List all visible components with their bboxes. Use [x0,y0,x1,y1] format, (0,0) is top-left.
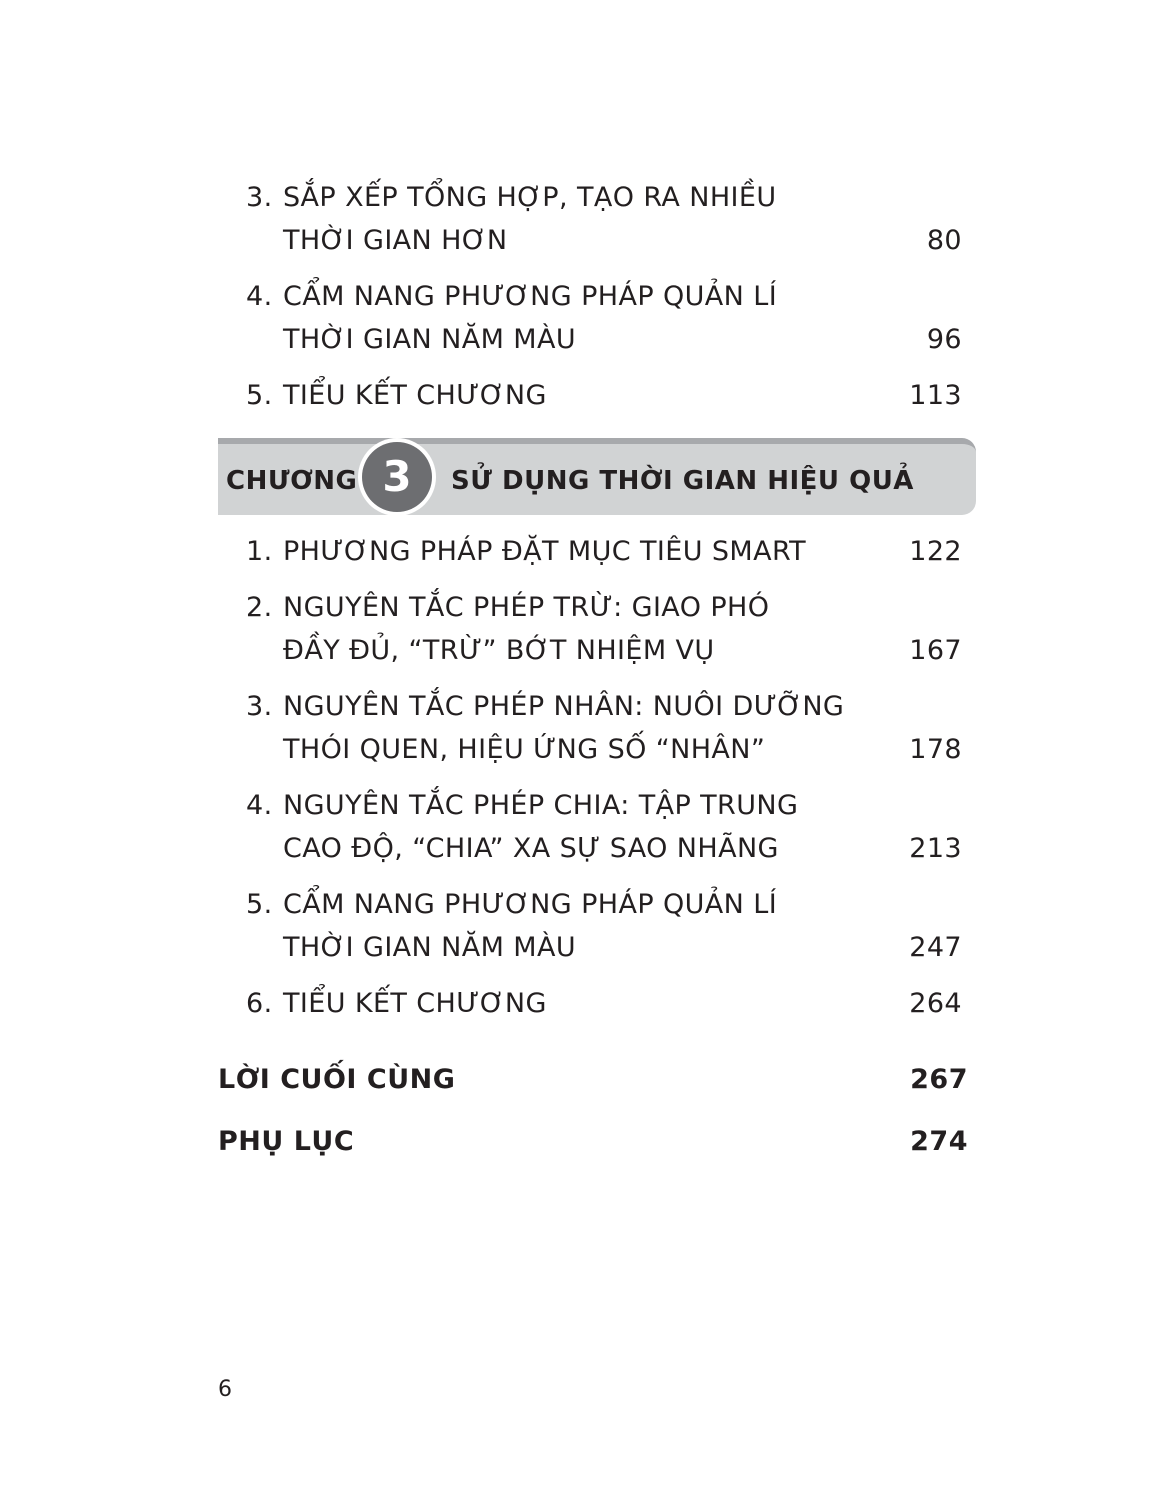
section-page-number: 274 [910,1126,968,1157]
page-number: 6 [218,1377,232,1402]
entry-number: 3. [246,182,273,213]
entry-number: 4. [246,790,273,821]
entry-number: 4. [246,281,273,312]
entry-title-line: TIỂU KẾT CHƯƠNG [283,988,547,1019]
entry-title-line: CẨM NANG PHƯƠNG PHÁP QUẢN LÍ [283,281,778,312]
entry-title-line: CẨM NANG PHƯƠNG PHÁP QUẢN LÍ [283,889,778,920]
toc-entry [246,275,962,361]
chapter-number: 3 [362,442,432,512]
entry-number: 1. [246,536,273,567]
toc-entry [246,374,962,417]
entry-page-number: 80 [926,225,962,256]
toc-entry [246,530,962,573]
entry-title-line: NGUYÊN TẮC PHÉP NHÂN: NUÔI DƯỠNG [283,691,845,722]
entry-title-line: THỜI GIAN NĂM MÀU [283,324,577,355]
entry-page-number: 213 [909,833,962,864]
toc-section-entry [218,1060,968,1100]
entry-title-line: TIỂU KẾT CHƯƠNG [283,380,547,411]
entry-page-number: 247 [909,932,962,963]
toc-section-entry [218,1122,968,1162]
entry-title-line: ĐẦY ĐỦ, “TRỪ” BỚT NHIỆM VỤ [283,635,715,666]
toc-entry [246,883,962,969]
entry-title-line: THỜI GIAN HƠN [283,225,508,256]
toc-entry [246,176,962,262]
toc-entry [246,685,962,771]
entry-page-number: 113 [909,380,962,411]
entry-page-number: 264 [909,988,962,1019]
entry-title-line: SẮP XẾP TỔNG HỢP, TẠO RA NHIỀU [283,182,777,213]
entry-title-line: PHƯƠNG PHÁP ĐẶT MỤC TIÊU SMART [283,536,807,567]
entry-page-number: 167 [909,635,962,666]
entry-title-line: THỜI GIAN NĂM MÀU [283,932,577,963]
chapter-title: SỬ DỤNG THỜI GIAN HIỆU QUẢ [451,466,914,496]
entry-number: 2. [246,592,273,623]
entry-page-number: 96 [926,324,962,355]
entry-title-line: NGUYÊN TẮC PHÉP TRỪ: GIAO PHÓ [283,592,770,623]
section-title: PHỤ LỤC [218,1126,355,1157]
entry-page-number: 122 [909,536,962,567]
toc-entry [246,586,962,672]
chapter-number-badge [358,438,436,516]
entry-number: 5. [246,380,273,411]
entry-number: 3. [246,691,273,722]
entry-number: 6. [246,988,273,1019]
entry-page-number: 178 [909,734,962,765]
section-title: LỜI CUỐI CÙNG [218,1064,456,1095]
toc-entry [246,784,962,870]
section-page-number: 267 [910,1064,968,1095]
chapter-label: CHƯƠNG [226,466,358,496]
entry-title-line: NGUYÊN TẮC PHÉP CHIA: TẬP TRUNG [283,790,799,821]
chapter-banner [218,438,976,515]
entry-number: 5. [246,889,273,920]
toc-entry [246,982,962,1025]
entry-title-line: CAO ĐỘ, “CHIA” XA SỰ SAO NHÃNG [283,833,779,864]
entry-title-line: THÓI QUEN, HIỆU ỨNG SỐ “NHÂN” [283,734,766,765]
